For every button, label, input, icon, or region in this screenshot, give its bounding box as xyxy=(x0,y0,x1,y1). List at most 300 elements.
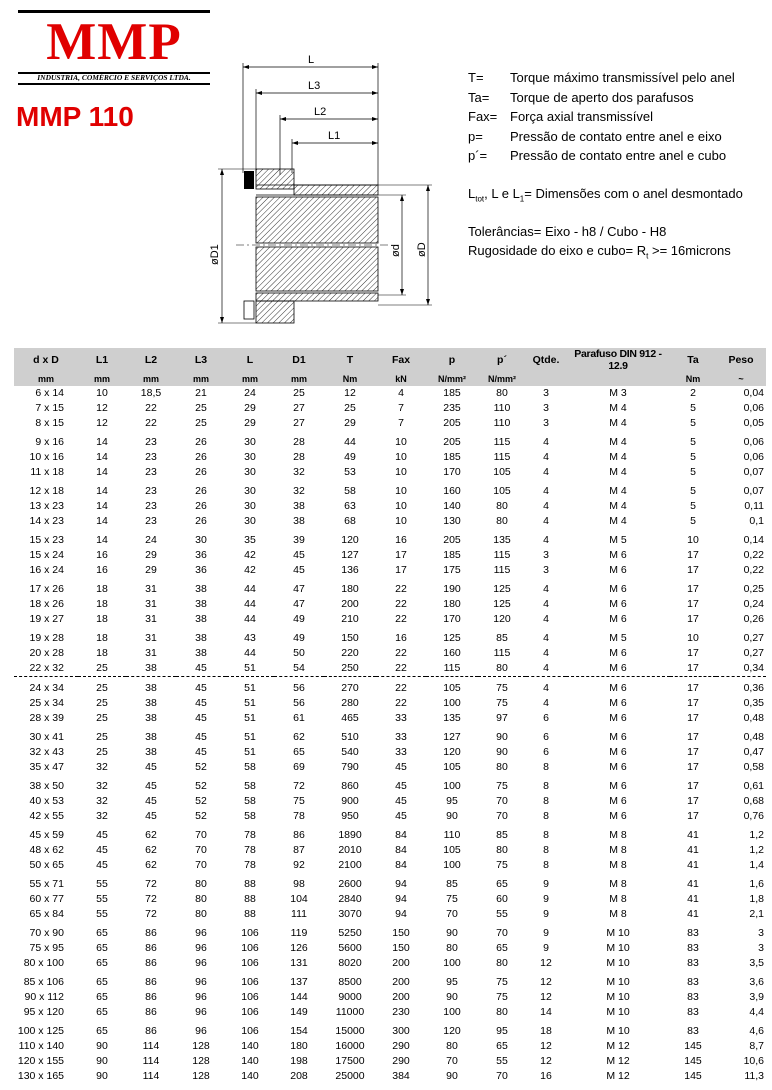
table-cell: 18 xyxy=(96,598,108,610)
table-cell: 120 xyxy=(443,1025,461,1037)
table-cell: 83 xyxy=(687,942,699,954)
table-cell: 14 xyxy=(96,500,108,512)
table-cell: 12 x 18 xyxy=(29,485,64,497)
table-cell: 49 xyxy=(344,451,356,463)
dimension-L3 xyxy=(256,80,378,95)
table-cell: 80 xyxy=(195,878,207,890)
header-cell: Qtde. xyxy=(526,348,566,372)
table-row xyxy=(14,480,766,499)
table-cell: 4 xyxy=(543,598,549,610)
table-row xyxy=(14,450,766,465)
table-cell: 3 xyxy=(543,387,549,399)
table-cell: 94 xyxy=(395,893,407,905)
table-cell: 8020 xyxy=(338,957,362,969)
table-cell: 38 xyxy=(145,682,157,694)
table-cell: 10 xyxy=(395,515,407,527)
table-cell: 14 xyxy=(96,534,108,546)
table-cell: 0,25 xyxy=(743,583,764,595)
table-cell: 14 xyxy=(96,515,108,527)
table-cell: 106 xyxy=(241,957,259,969)
table-cell: 24 xyxy=(145,534,157,546)
header-cell: d x D xyxy=(14,348,78,372)
table-cell: 45 xyxy=(96,859,108,871)
table-cell: 80 xyxy=(496,387,508,399)
table-cell: 49 xyxy=(293,613,305,625)
table-cell: 90 xyxy=(446,810,458,822)
table-cell: 1,6 xyxy=(749,878,764,890)
table-cell: 3 xyxy=(543,564,549,576)
table-cell: 5 xyxy=(690,466,696,478)
table-cell: 144 xyxy=(290,991,308,1003)
table-cell: 70 xyxy=(446,1055,458,1067)
dimension-note: $L_{tot}$, L e $L_1=$ Dimensões com o anel desmontado xyxy=(468,185,743,204)
table-cell: M 4 xyxy=(609,485,627,497)
table-cell: M 6 xyxy=(609,682,627,694)
table-cell: 125 xyxy=(493,598,511,610)
table-cell: 3,9 xyxy=(749,991,764,1003)
table-cell: 3 xyxy=(543,417,549,429)
table-cell: 0,11 xyxy=(744,500,764,512)
table-cell: 45 xyxy=(395,795,407,807)
table-cell: 38 xyxy=(195,598,207,610)
table-cell: 94 xyxy=(395,908,407,920)
table-cell: 185 xyxy=(443,387,461,399)
table-cell: 52 xyxy=(195,761,207,773)
table-cell: 170 xyxy=(443,466,461,478)
unit-cell: kN xyxy=(376,372,426,386)
table-cell: 29 xyxy=(145,564,157,576)
table-cell: 83 xyxy=(687,976,699,988)
table-cell: M 4 xyxy=(609,417,627,429)
table-cell: 51 xyxy=(226,661,274,677)
table-cell: 8 xyxy=(543,780,549,792)
table-cell: 16000 xyxy=(335,1040,365,1052)
table-cell: 23 xyxy=(145,451,157,463)
table-cell: 8 xyxy=(543,810,549,822)
table-row xyxy=(14,775,766,794)
table-cell: 127 xyxy=(443,731,461,743)
unit-cell: N/mm² xyxy=(478,372,526,386)
table-cell: 160 xyxy=(443,647,461,659)
dimension-L1 xyxy=(292,130,378,145)
table-cell: 115 xyxy=(493,451,511,463)
table-cell: 24 xyxy=(244,387,256,399)
unit-cell: ~ xyxy=(716,372,766,386)
table-cell: 12 xyxy=(540,976,552,988)
table-cell: 86 xyxy=(145,927,157,939)
unit-cell xyxy=(566,372,670,386)
table-cell: M 10 xyxy=(606,976,630,988)
table-cell: 32 xyxy=(96,780,108,792)
table-cell: 19 x 27 xyxy=(29,613,64,625)
table-cell: 83 xyxy=(687,957,699,969)
table-cell: 1,8 xyxy=(749,893,764,905)
legend-description: Força axial transmissível xyxy=(510,109,654,124)
table-cell: M 6 xyxy=(609,549,627,561)
table-cell: 92 xyxy=(293,859,305,871)
table-cell: 80 xyxy=(496,957,508,969)
table-cell: 11,3 xyxy=(744,1070,764,1082)
table-cell: 45 xyxy=(293,549,305,561)
table-cell: M 6 xyxy=(609,564,627,576)
table-cell: 10 xyxy=(687,632,699,644)
table-cell: 115 xyxy=(493,564,511,576)
table-cell: 29 xyxy=(244,402,256,414)
table-cell: 100 xyxy=(443,859,461,871)
table-cell: 65 xyxy=(96,1006,108,1018)
table-cell: 140 xyxy=(241,1055,259,1067)
table-cell: M 3 xyxy=(609,387,627,399)
table-cell: 80 xyxy=(478,661,526,677)
table-cell: 26 xyxy=(195,500,207,512)
table-row xyxy=(14,711,766,726)
table-cell: 30 xyxy=(244,515,256,527)
table-cell: 80 xyxy=(446,1040,458,1052)
table-cell: M 8 xyxy=(609,893,627,905)
table-cell: 106 xyxy=(241,976,259,988)
table-cell: M 10 xyxy=(606,1025,630,1037)
table-cell: M 6 xyxy=(609,712,627,724)
table-cell: 110 xyxy=(493,417,511,429)
table-cell: 29 xyxy=(344,417,356,429)
table-row xyxy=(14,416,766,431)
table-cell: 9 xyxy=(543,878,549,890)
header-cell: L xyxy=(226,348,274,372)
table-cell: 9 xyxy=(543,942,549,954)
table-cell: 100 xyxy=(443,780,461,792)
table-cell: 28 x 39 xyxy=(29,712,64,724)
table-cell: 135 xyxy=(493,534,511,546)
table-cell: 38 xyxy=(195,632,207,644)
table-cell: 49 xyxy=(293,632,305,644)
table-cell: 4 xyxy=(543,583,549,595)
table-cell: 45 xyxy=(395,810,407,822)
table-cell: 1890 xyxy=(338,829,362,841)
table-cell: 790 xyxy=(341,761,359,773)
table-cell: 4,4 xyxy=(749,1006,764,1018)
table-cell: 2,1 xyxy=(749,908,764,920)
legend-symbol: T= xyxy=(468,70,484,85)
table-cell: 41 xyxy=(687,908,699,920)
table-cell: 23 xyxy=(145,436,157,448)
table-row xyxy=(14,824,766,843)
table-cell: 14 x 23 xyxy=(29,515,64,527)
table-cell: 137 xyxy=(290,976,308,988)
table-cell: 106 xyxy=(241,942,259,954)
table-cell: 140 xyxy=(443,500,461,512)
table-cell: 12 xyxy=(96,402,108,414)
table-cell: 17 xyxy=(687,549,699,561)
table-cell: 3 xyxy=(543,402,549,414)
table-cell: 6 x 14 xyxy=(35,387,64,399)
table-row xyxy=(14,612,766,627)
table-cell: 55 xyxy=(96,878,108,890)
table-cell: 950 xyxy=(341,810,359,822)
table-cell: 11000 xyxy=(335,1006,365,1018)
table-cell: 39 xyxy=(293,534,305,546)
table-cell: 10 xyxy=(687,534,699,546)
table-cell: 105 xyxy=(443,844,461,856)
table-cell: 61 xyxy=(293,712,305,724)
table-cell: 45 xyxy=(145,761,157,773)
table-cell: 23 xyxy=(145,500,157,512)
table-cell: M 12 xyxy=(606,1070,630,1082)
table-cell: 90 xyxy=(96,1055,108,1067)
table-cell: 45 xyxy=(195,712,207,724)
table-cell: 75 xyxy=(496,697,508,709)
table-cell: 90 xyxy=(446,991,458,1003)
table-cell: 9 xyxy=(543,927,549,939)
table-cell: M 4 xyxy=(609,515,627,527)
table-row xyxy=(14,726,766,745)
header-cell: p xyxy=(426,348,478,372)
table-cell: 12 xyxy=(540,957,552,969)
table-cell: 2100 xyxy=(338,859,362,871)
product-title: MMP 110 xyxy=(16,101,134,132)
spec-table-container xyxy=(14,348,766,1084)
table-cell: 44 xyxy=(244,647,256,659)
table-cell: 10 xyxy=(96,387,108,399)
table-cell: 41 xyxy=(687,829,699,841)
table-cell: 16 xyxy=(96,564,108,576)
table-cell: 78 xyxy=(244,859,256,871)
table-cell: 22 xyxy=(395,598,407,610)
table-cell: 70 xyxy=(496,810,508,822)
table-cell: 45 xyxy=(96,829,108,841)
table-cell: 30 xyxy=(244,466,256,478)
table-cell: 47 xyxy=(293,598,305,610)
table-cell: 62 xyxy=(145,829,157,841)
table-cell: 78 xyxy=(293,810,305,822)
table-cell: 25 xyxy=(96,697,108,709)
table-cell: M 10 xyxy=(606,957,630,969)
table-cell: 18 x 26 xyxy=(29,598,64,610)
table-cell: 0,35 xyxy=(743,697,764,709)
table-cell: 11 x 18 xyxy=(30,466,64,478)
table-cell: 205 xyxy=(443,417,461,429)
unit-cell: mm xyxy=(274,372,324,386)
table-cell: 35 x 47 xyxy=(29,761,64,773)
table-cell: 42 xyxy=(244,564,256,576)
table-cell: 106 xyxy=(241,1025,259,1037)
table-cell: 150 xyxy=(392,942,410,954)
table-cell: 12 xyxy=(540,1055,552,1067)
logo-text: MMP xyxy=(46,13,182,71)
table-cell: 32 xyxy=(293,466,305,478)
table-cell: 12 xyxy=(540,1040,552,1052)
table-cell: 110 x 140 xyxy=(18,1040,64,1052)
table-cell: 29 xyxy=(244,417,256,429)
table-cell: 4 xyxy=(543,534,549,546)
table-cell: M 4 xyxy=(609,436,627,448)
table-row xyxy=(14,941,766,956)
table-cell: 198 xyxy=(290,1055,308,1067)
table-cell: 120 x 155 xyxy=(17,1055,64,1067)
table-cell: 32 xyxy=(293,485,305,497)
table-cell: 96 xyxy=(195,942,207,954)
table-cell: 25 xyxy=(344,402,356,414)
unit-cell: mm xyxy=(14,372,78,386)
table-cell: M 4 xyxy=(609,451,627,463)
table-cell: 18 xyxy=(96,632,108,644)
table-cell: 95 x 120 xyxy=(23,1006,64,1018)
table-cell: 55 xyxy=(96,893,108,905)
unit-cell xyxy=(526,372,566,386)
table-cell: 10 xyxy=(395,466,407,478)
table-cell: 30 xyxy=(244,485,256,497)
table-cell: 14 xyxy=(96,451,108,463)
table-cell: 0,58 xyxy=(743,761,764,773)
table-row xyxy=(14,529,766,548)
table-cell: 24 x 34 xyxy=(29,682,64,694)
table-cell: M 6 xyxy=(609,697,627,709)
table-cell: 8 xyxy=(543,844,549,856)
table-row xyxy=(14,661,766,677)
table-row xyxy=(14,858,766,873)
table-cell: 0,14 xyxy=(743,534,764,546)
table-cell: 75 xyxy=(496,976,508,988)
table-cell: 25 xyxy=(78,661,126,677)
table-cell: 97 xyxy=(496,712,508,724)
table-cell: 8,7 xyxy=(749,1040,764,1052)
table-cell: 145 xyxy=(684,1070,702,1082)
table-cell: 29 xyxy=(145,549,157,561)
table-cell: 38 xyxy=(145,731,157,743)
table-cell: 45 xyxy=(145,795,157,807)
table-cell: 14 xyxy=(96,436,108,448)
table-cell: 51 xyxy=(244,746,256,758)
table-cell: 540 xyxy=(341,746,359,758)
table-cell: 22 xyxy=(395,647,407,659)
table-cell: 90 xyxy=(496,746,508,758)
table-cell: M 6 xyxy=(609,583,627,595)
table-cell: 16 xyxy=(395,632,407,644)
table-cell: 125 xyxy=(443,632,461,644)
unit-cell: mm xyxy=(226,372,274,386)
table-cell: 88 xyxy=(244,893,256,905)
table-cell: 9 x 16 xyxy=(35,436,64,448)
table-cell: 16 x 24 xyxy=(29,564,64,576)
table-cell: 65 xyxy=(96,942,108,954)
table-cell: 106 xyxy=(241,991,259,1003)
table-cell: M 6 xyxy=(609,780,627,792)
table-cell: 25 xyxy=(195,417,207,429)
table-cell: 2840 xyxy=(338,893,362,905)
table-cell: M 8 xyxy=(609,844,627,856)
table-cell: 28 xyxy=(293,451,305,463)
table-cell: 17 xyxy=(687,647,699,659)
table-cell: 17 xyxy=(687,780,699,792)
table-cell: 145 xyxy=(684,1055,702,1067)
table-cell: 32 x 43 xyxy=(29,746,64,758)
table-cell: 100 xyxy=(443,697,461,709)
table-cell: 0,34 xyxy=(716,661,766,677)
table-cell: 105 xyxy=(443,682,461,694)
table-cell: 4 xyxy=(526,661,566,677)
table-cell: 86 xyxy=(145,976,157,988)
table-cell: 26 xyxy=(195,485,207,497)
header-cell: Fax xyxy=(376,348,426,372)
table-row xyxy=(14,677,766,697)
table-cell: 1,2 xyxy=(749,829,764,841)
table-cell: 18,5 xyxy=(140,387,162,399)
table-cell: 45 xyxy=(195,682,207,694)
unit-cell: mm xyxy=(78,372,126,386)
table-cell: 80 xyxy=(496,500,508,512)
table-cell: 95 xyxy=(446,976,458,988)
table-cell: 86 xyxy=(293,829,305,841)
table-cell: 5 xyxy=(690,485,696,497)
table-cell: 0,07 xyxy=(743,466,764,478)
table-row xyxy=(14,499,766,514)
table-cell: 0,27 xyxy=(743,647,764,659)
legend-item xyxy=(468,68,768,88)
table-cell: 4 xyxy=(543,682,549,694)
table-cell: 17 xyxy=(395,549,407,561)
table-cell: 45 xyxy=(145,810,157,822)
table-cell: 36 xyxy=(195,549,207,561)
table-cell: 12 xyxy=(344,387,356,399)
table-cell: 6 xyxy=(543,712,549,724)
table-cell: 33 xyxy=(395,731,407,743)
table-cell: 75 xyxy=(293,795,305,807)
label-L: L xyxy=(308,54,315,66)
table-cell: 2 xyxy=(690,387,696,399)
table-cell: 56 xyxy=(293,682,305,694)
tolerance-note: Tolerâncias= Eixo - h8 / Cubo - H8 xyxy=(468,223,667,239)
table-cell: 4 xyxy=(543,515,549,527)
table-row xyxy=(14,696,766,711)
table-cell: 0,07 xyxy=(743,485,764,497)
header-cell: p´ xyxy=(478,348,526,372)
table-cell: 0,1 xyxy=(749,515,764,527)
table-cell: 200 xyxy=(392,976,410,988)
table-cell: 5 xyxy=(690,451,696,463)
table-cell: 32 xyxy=(96,761,108,773)
table-cell: 35 xyxy=(244,534,256,546)
table-cell: 33 xyxy=(395,746,407,758)
table-cell: 115 xyxy=(493,549,511,561)
logo-bar-bottom xyxy=(18,83,210,85)
table-row xyxy=(14,956,766,971)
table-cell: 70 xyxy=(496,927,508,939)
table-cell: 65 xyxy=(96,976,108,988)
table-row xyxy=(14,873,766,892)
table-cell: 20 x 28 xyxy=(29,647,64,659)
table-cell: 5600 xyxy=(338,942,362,954)
table-cell: 31 xyxy=(145,632,157,644)
table-cell: 58 xyxy=(344,485,356,497)
table-cell: 18 xyxy=(96,583,108,595)
table-cell: 28 xyxy=(293,436,305,448)
table-cell: 58 xyxy=(244,761,256,773)
table-cell: 17 xyxy=(687,761,699,773)
technical-drawing xyxy=(200,45,452,335)
table-cell: 10 xyxy=(395,451,407,463)
table-cell: 3 xyxy=(758,942,764,954)
table-cell: 33 xyxy=(395,712,407,724)
table-cell: 38 xyxy=(145,712,157,724)
table-cell: 125 xyxy=(493,583,511,595)
table-cell: 44 xyxy=(344,436,356,448)
table-cell: 44 xyxy=(244,583,256,595)
table-cell: 50 x 65 xyxy=(29,859,64,871)
label-d: ød xyxy=(390,244,402,257)
table-cell: 65 xyxy=(96,927,108,939)
table-cell: 0,06 xyxy=(743,436,764,448)
table-cell: M 6 xyxy=(566,661,670,677)
table-cell: 4 xyxy=(543,632,549,644)
